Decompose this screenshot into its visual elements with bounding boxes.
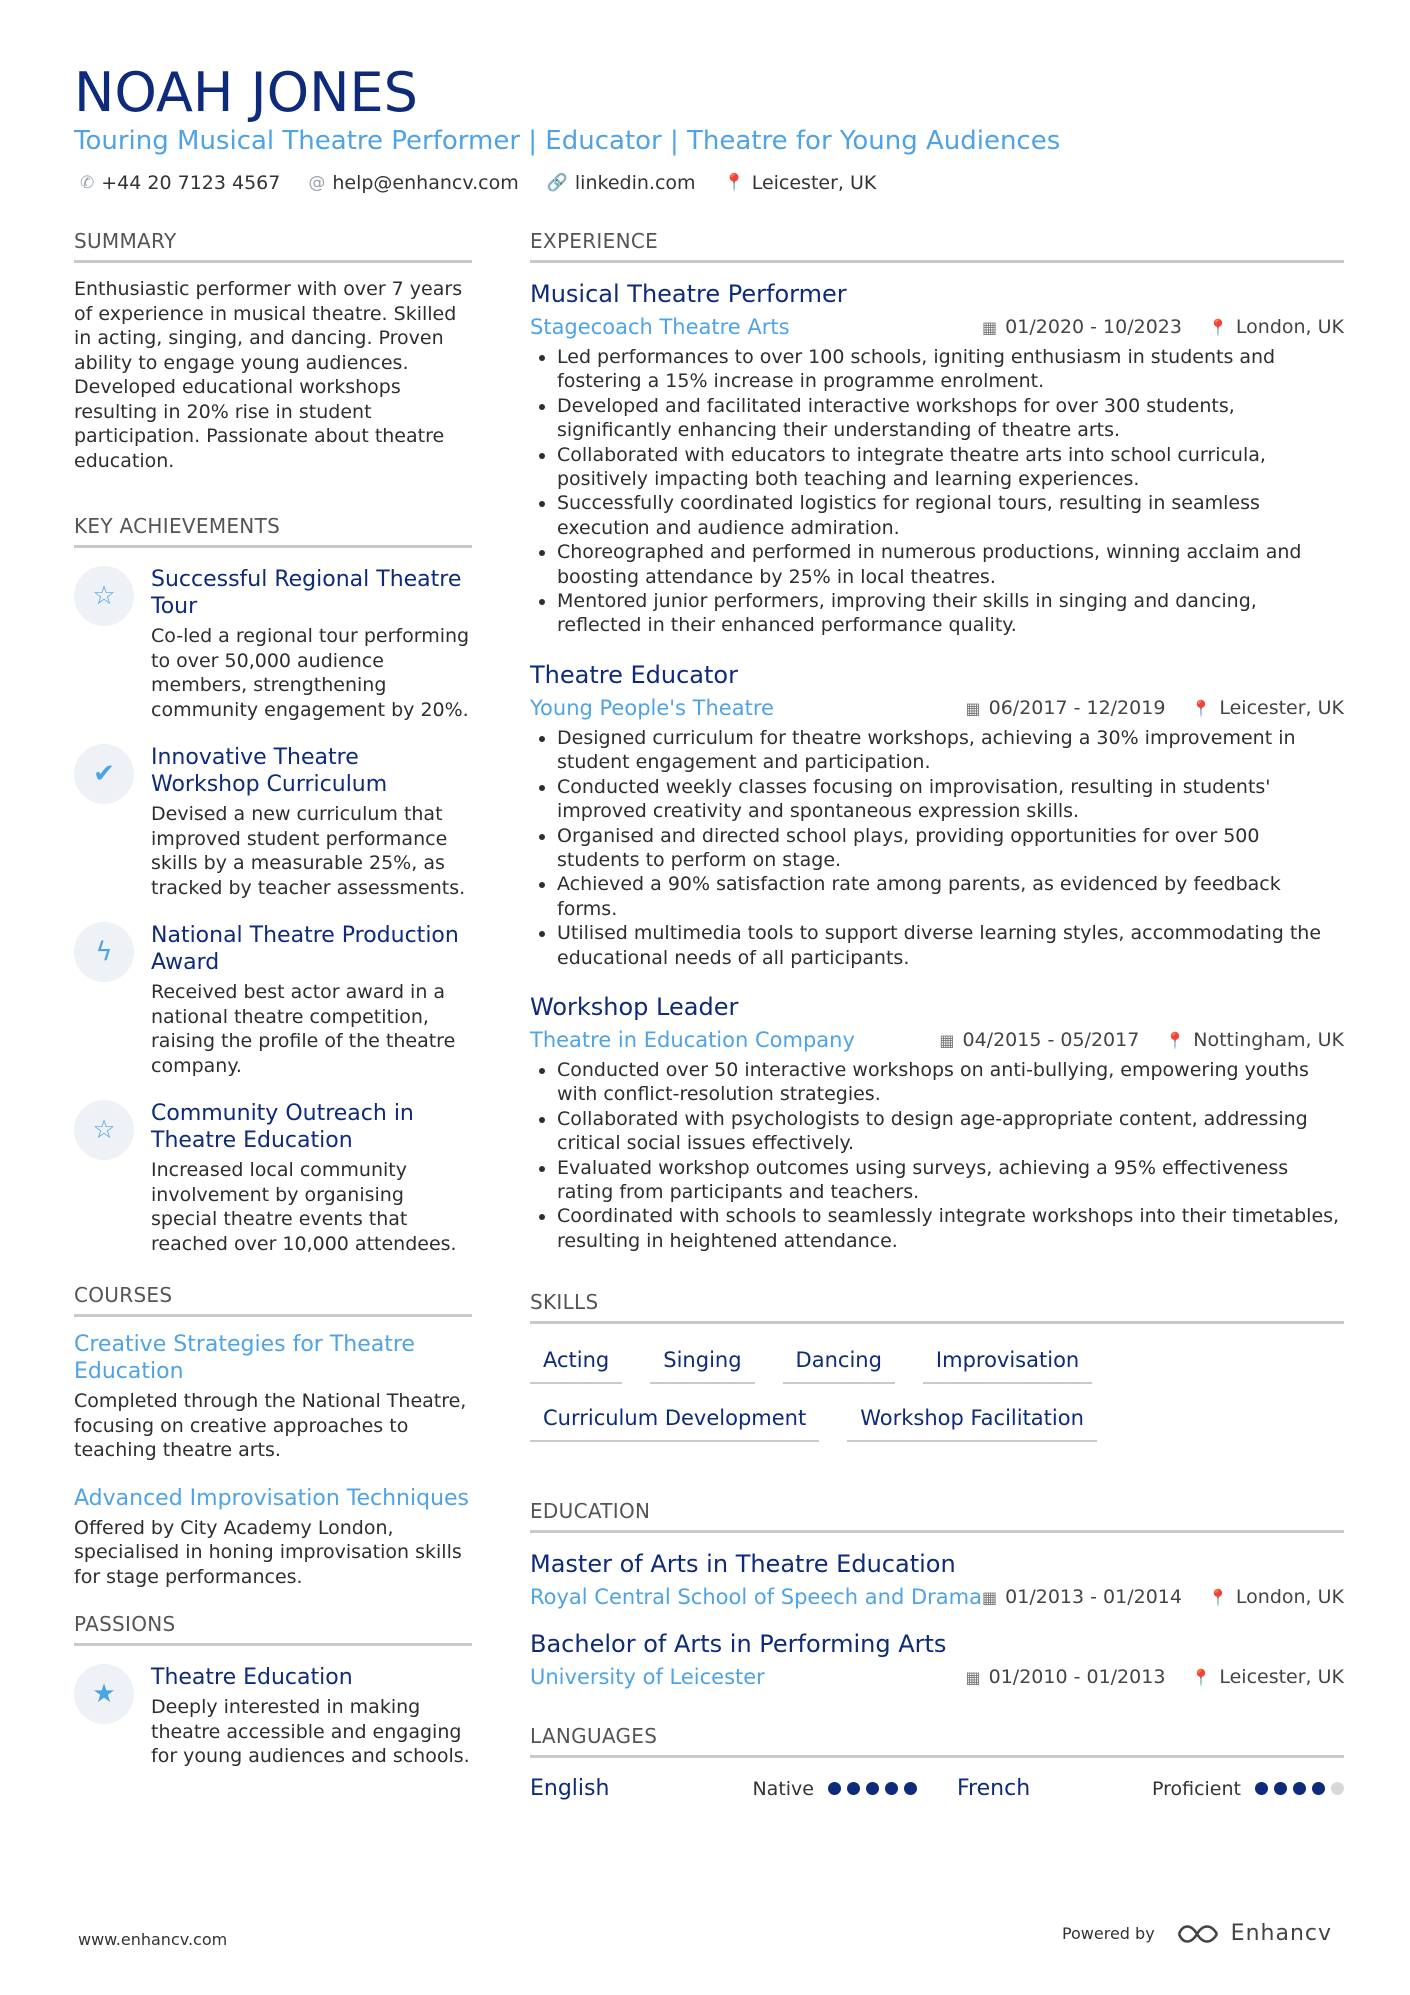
contact-item[interactable] — [724, 170, 877, 196]
passions-list — [74, 1664, 472, 1769]
skill-tag: Acting — [530, 1346, 622, 1384]
location-pin-icon: 📍 — [1165, 1030, 1186, 1050]
company-name: Young People's Theatre — [530, 695, 774, 720]
education-subheader — [530, 1663, 1344, 1691]
date-location — [982, 316, 1344, 338]
job-title: Workshop Leader — [530, 992, 739, 1021]
location-pin-icon: 📍 — [1191, 698, 1212, 718]
passions-section — [74, 1611, 472, 1769]
proficiency-dots — [828, 1782, 917, 1795]
calendar-icon: ▦ — [965, 698, 981, 718]
job-bullets — [530, 726, 1344, 970]
skills-list — [530, 1346, 1344, 1442]
job-title: Musical Theatre Performer — [530, 280, 847, 308]
contact-text: +44 20 7123 4567 — [101, 172, 281, 194]
summary-text: Enthusiastic performer with over 7 years of experience in musical theatre. Skilled in acting, singing, and dancing. Proven ability to engage young audiences. Developed educational workshops resulting in 20% rise in student participation. Passionate about theatre education. — [74, 278, 463, 472]
dot-filled — [904, 1782, 917, 1795]
courses-section — [74, 1282, 472, 1589]
bullet-item: • Led performances to over 100 schools, igniting enthusiasm in students and fostering a 15% increase in programme enrolment. — [557, 345, 1344, 394]
degree-title: Master of Arts in Theatre Education — [530, 1550, 956, 1579]
achievements-body — [151, 1100, 472, 1256]
job-title: Theatre Educator — [530, 660, 738, 689]
right-column — [530, 228, 1344, 1801]
date-range — [982, 1586, 1182, 1608]
passions-heading: PASSIONS — [74, 1611, 472, 1646]
education-entry — [530, 1629, 1344, 1691]
bullet-item: • Utilised multimedia tools to support diverse learning styles, accommodating the educational needs of all participants. — [557, 921, 1344, 970]
bullet-item: • Designed curriculum for theatre workshops, achieving a 30% improvement in student engagement and participation. — [557, 726, 1344, 775]
courses-heading: COURSES — [74, 1282, 472, 1317]
achievements-desc: Increased local community involvement by organising special theatre events that reached over 10,000 attendees. — [151, 1159, 457, 1255]
powered-by-label: Powered by — [1061, 1924, 1155, 1943]
dot-filled — [1293, 1782, 1306, 1795]
bullet-item: • Achieved a 90% satisfaction rate among parents, as evidenced by feedback forms. — [557, 872, 1344, 921]
school-name: University of Leicester — [530, 1665, 765, 1690]
date-text: 01/2013 - 01/2014 — [1005, 1586, 1182, 1609]
skill-tag: Dancing — [783, 1346, 895, 1384]
achievements-heading: KEY ACHIEVEMENTS — [74, 513, 472, 548]
achievements-body — [151, 566, 472, 722]
contact-item[interactable] — [547, 170, 696, 196]
contact-item[interactable] — [308, 170, 518, 196]
experience-heading: EXPERIENCE — [530, 228, 1344, 263]
languages-section — [530, 1723, 1344, 1801]
education-subheader — [530, 1583, 1344, 1611]
bullet-item: • Evaluated workshop outcomes using surveys, achieving a 95% effectiveness rating from participants and teachers. — [557, 1156, 1344, 1205]
location-pin-icon: 📍 — [1207, 318, 1228, 337]
passions-title: Theatre Education — [151, 1665, 353, 1690]
location — [1191, 1666, 1344, 1688]
achievements-body — [151, 744, 472, 900]
achievements-body — [151, 922, 472, 1078]
left-column — [74, 228, 472, 1791]
languages-list — [530, 1776, 1344, 1801]
skills-heading: SKILLS — [530, 1289, 1344, 1324]
dot-filled — [1312, 1782, 1325, 1795]
checkmark-icon: ✔ — [74, 744, 134, 804]
location-pin-icon: 📍 — [1191, 1668, 1212, 1688]
proficiency-dots — [1255, 1782, 1344, 1795]
job-subheader — [530, 1026, 1344, 1054]
bullet-item: • Coordinated with schools to seamlessly integrate workshops into their timetables, resulting in heightened attendance. — [557, 1204, 1344, 1253]
achievements-desc: Co-led a regional tour performing to over 50,000 audience members, strengthening community engagement by 20%. — [151, 625, 470, 721]
language-level: Native — [752, 1777, 814, 1800]
job-entry — [530, 992, 1344, 1253]
experience-list — [530, 279, 1344, 1253]
footer-website[interactable]: www.enhancv.com — [78, 1930, 228, 1949]
dot-filled — [885, 1782, 898, 1795]
passions-item — [74, 1664, 472, 1769]
location-text: London, UK — [1235, 316, 1344, 338]
enhancv-logo-icon — [1175, 1922, 1221, 1946]
star-filled-icon: ★ — [74, 1664, 134, 1724]
experience-section — [530, 228, 1344, 1253]
education-entry — [530, 1549, 1344, 1611]
school-name: Royal Central School of Speech and Drama — [530, 1585, 982, 1610]
course-desc: Offered by City Academy London, specialised in honing improvisation skills for stage performances. — [74, 1516, 462, 1588]
date-range — [939, 1029, 1139, 1051]
dot-filled — [828, 1782, 841, 1795]
achievements-item — [74, 566, 472, 722]
achievements-desc: Received best actor award in a national theatre competition, raising the profile of the theatre company. — [151, 981, 456, 1077]
job-entry — [530, 279, 1344, 638]
skills-section — [530, 1289, 1344, 1442]
job-entry — [530, 660, 1344, 970]
location — [1208, 1586, 1344, 1608]
dot-filled — [866, 1782, 879, 1795]
date-range — [982, 316, 1182, 338]
language-proficiency — [1152, 1778, 1344, 1800]
achievements-list — [74, 566, 472, 1256]
enhancv-logo-text: Enhancv — [1230, 1921, 1332, 1946]
job-subheader — [530, 313, 1344, 341]
date-text: 06/2017 - 12/2019 — [988, 696, 1166, 719]
date-location — [965, 697, 1344, 719]
dot-filled — [1274, 1782, 1287, 1795]
contact-text: help@enhancv.com — [332, 172, 519, 194]
dot-empty — [1331, 1782, 1344, 1795]
bullet-item: • Collaborated with educators to integrate theatre arts into school curricula, positively impacting both teaching and learning experiences. — [557, 443, 1344, 492]
language-name: English — [530, 1776, 610, 1802]
location — [1208, 316, 1344, 338]
passions-body — [151, 1664, 472, 1769]
contact-text: Leicester, UK — [751, 172, 877, 194]
achievements-title: Successful Regional Theatre Tour — [151, 567, 462, 619]
calendar-icon: ▦ — [939, 1030, 955, 1050]
location — [1191, 697, 1344, 719]
star-outline-icon: ☆ — [74, 1100, 134, 1160]
at-icon: @ — [308, 173, 326, 193]
skill-tag: Curriculum Development — [530, 1404, 819, 1442]
bullet-item: • Developed and facilitated interactive workshops for over 300 students, significantly enhancing their understanding of theatre arts. — [557, 394, 1344, 443]
summary-section — [74, 228, 472, 473]
job-bullets — [530, 1058, 1344, 1253]
location-pin-icon: 📍 — [1207, 1588, 1228, 1608]
bullet-item: • Collaborated with psychologists to design age-appropriate content, addressing critical social issues effectively. — [557, 1107, 1344, 1156]
courses-list — [74, 1331, 472, 1589]
phone-icon: ✆ — [80, 173, 95, 193]
enhancv-logo[interactable] — [1175, 1921, 1332, 1946]
candidate-name: NOAH JONES — [74, 61, 418, 124]
job-subheader — [530, 694, 1344, 722]
date-range — [965, 1666, 1165, 1688]
language-proficiency — [752, 1778, 917, 1800]
bullet-item: • Successfully coordinated logistics for regional tours, resulting in seamless execution and audience admiration. — [557, 491, 1344, 540]
achievements-item — [74, 1100, 472, 1256]
link-icon: 🔗 — [546, 173, 568, 193]
course-item — [74, 1485, 472, 1590]
language-item — [957, 1776, 1344, 1801]
date-text: 01/2020 - 10/2023 — [1005, 316, 1182, 338]
course-title: Advanced Improvisation Techniques — [74, 1485, 470, 1511]
bullet-item: • Conducted over 50 interactive workshops on anti-bullying, empowering youths with conflict-resolution strategies. — [557, 1058, 1344, 1107]
achievements-desc: Devised a new curriculum that improved student performance skills by a measurable 25%, as tracked by teacher assessments. — [151, 803, 466, 899]
date-text: 01/2010 - 01/2013 — [988, 1666, 1166, 1689]
language-name: French — [957, 1776, 1031, 1802]
footer-branding — [1062, 1921, 1332, 1946]
location-text: Nottingham, UK — [1193, 1028, 1344, 1051]
skill-tag: Singing — [650, 1346, 754, 1384]
course-title: Creative Strategies for Theatre Education — [74, 1332, 415, 1384]
location-pin-icon: 📍 — [723, 173, 745, 193]
company-name: Theatre in Education Company — [530, 1027, 855, 1052]
candidate-headline: Touring Musical Theatre Performer | Educator | Theatre for Young Audiences — [74, 126, 1061, 156]
date-location — [965, 1666, 1344, 1688]
location-text: Leicester, UK — [1219, 696, 1344, 719]
course-desc: Completed through the National Theatre, focusing on creative approaches to teaching theatre arts. — [74, 1390, 467, 1461]
contact-bar — [80, 170, 876, 196]
education-heading: EDUCATION — [530, 1498, 1344, 1533]
bullet-item: • Choreographed and performed in numerous productions, winning acclaim and boosting attendance by 25% in local theatres. — [557, 540, 1344, 589]
bullet-item: • Conducted weekly classes focusing on improvisation, resulting in students' improved creativity and spontaneous expression skills. — [557, 775, 1344, 824]
achievements-title: Community Outreach in Theatre Education — [151, 1101, 414, 1153]
company-name: Stagecoach Theatre Arts — [530, 315, 790, 339]
contact-text: linkedin.com — [574, 172, 696, 194]
calendar-icon: ▦ — [982, 318, 998, 337]
degree-title: Bachelor of Arts in Performing Arts — [530, 1630, 947, 1659]
calendar-icon: ▦ — [982, 1588, 998, 1608]
languages-heading: LANGUAGES — [530, 1723, 1344, 1758]
lightning-bolt-icon: ϟ — [74, 922, 134, 982]
language-item — [530, 1776, 917, 1801]
job-bullets — [530, 345, 1344, 638]
achievements-item — [74, 922, 472, 1078]
skill-tag: Workshop Facilitation — [847, 1404, 1097, 1442]
achievements-item — [74, 744, 472, 900]
language-level: Proficient — [1151, 1777, 1241, 1800]
education-list — [530, 1549, 1344, 1691]
location-text: London, UK — [1235, 1586, 1344, 1609]
passions-desc: Deeply interested in making theatre accessible and engaging for young audiences and schools. — [151, 1696, 470, 1767]
location-text: Leicester, UK — [1219, 1666, 1344, 1689]
contact-item[interactable] — [80, 170, 280, 196]
star-outline-icon: ☆ — [74, 566, 134, 626]
bullet-item: • Organised and directed school plays, providing opportunities for over 500 students to perform on stage. — [557, 824, 1344, 873]
calendar-icon: ▦ — [965, 1668, 981, 1688]
date-location — [939, 1029, 1344, 1051]
achievements-title: Innovative Theatre Workshop Curriculum — [151, 745, 388, 797]
bullet-item: • Mentored junior performers, improving their skills in singing and dancing, reflected in their enhanced performance quality. — [557, 589, 1344, 638]
achievements-title: National Theatre Production Award — [151, 923, 459, 975]
date-text: 04/2015 - 05/2017 — [962, 1028, 1140, 1051]
dot-filled — [1255, 1782, 1268, 1795]
skill-tag: Improvisation — [923, 1346, 1092, 1384]
date-range — [965, 697, 1165, 719]
location — [1165, 1029, 1344, 1051]
date-location — [982, 1586, 1344, 1608]
achievements-section — [74, 513, 472, 1256]
dot-filled — [847, 1782, 860, 1795]
summary-heading: SUMMARY — [74, 228, 472, 263]
course-item — [74, 1331, 472, 1463]
education-section — [530, 1498, 1344, 1691]
